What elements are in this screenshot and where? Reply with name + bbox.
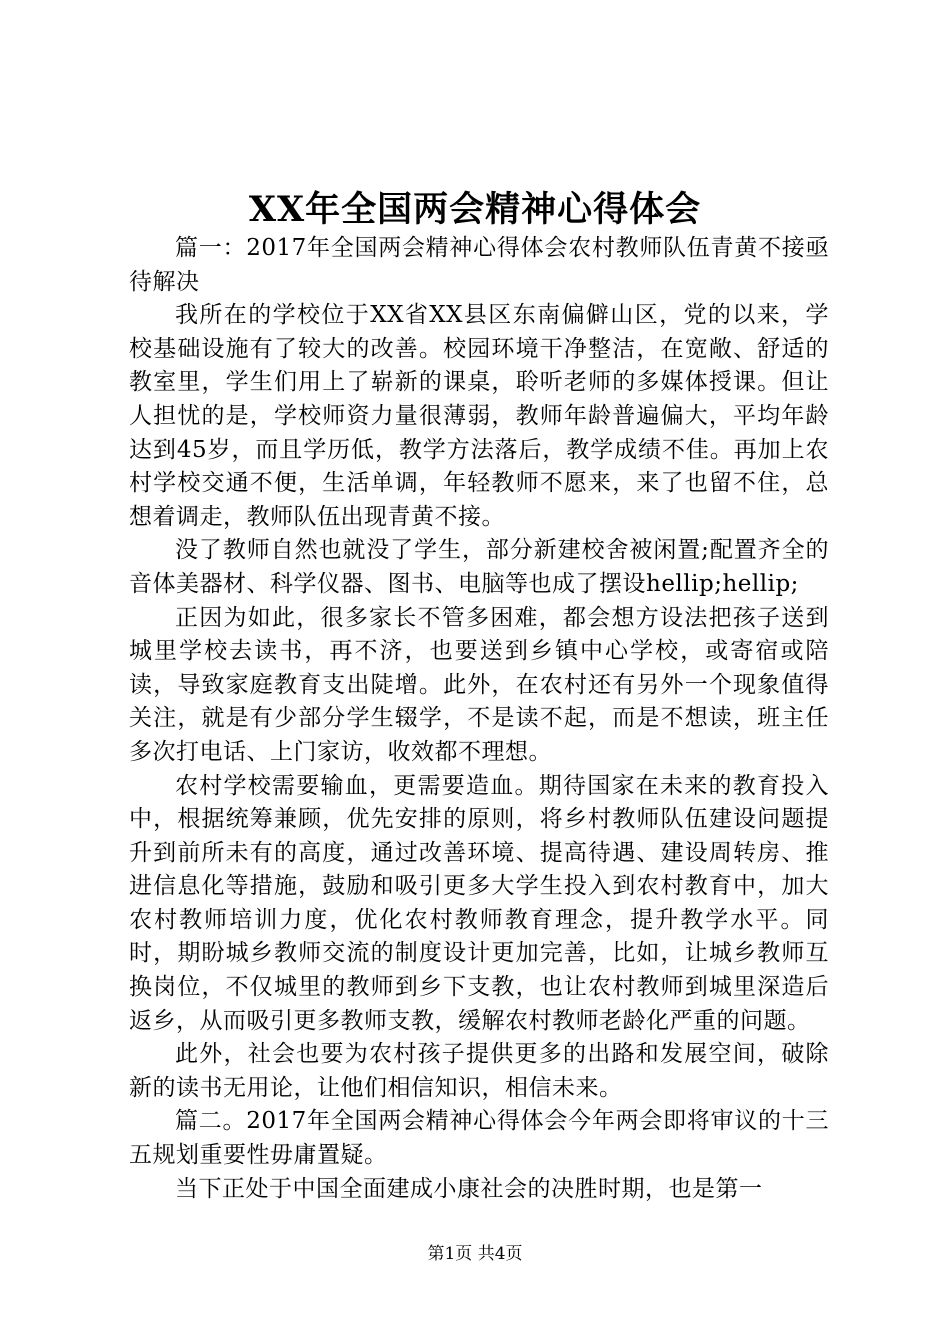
paragraph-5: 农村学校需要输血，更需要造血。期待国家在未来的教育投入中，根据统筹兼顾，优先安排的原则，将乡村教师队伍建设问题提升到前所未有的高度，通过改善环境、提高待遇、建设周转房、推进信息化等措施，鼓励和吸引更多大学生投入到农村教育中，加大农村教师培训力度，优化农村教师教育理念，提升教学水平。同时，期盼城乡教师交流的制度设计更加完善，比如，让城乡教师互换岗位，不仅城里的教师到乡下支教，也让农村教师到城里深造后返乡，从而吸引更多教师支教，缓解农村教师老龄化严重的问题。 <box>129 772 829 1034</box>
paragraph-3: 没了教师自然也就没了学生，部分新建校舍被闲置;配置齐全的音体美器材、科学仪器、图书、电脑等也成了摆设hellip;hellip; <box>129 537 829 597</box>
paragraph-1: 篇一：2017年全国两会精神心得体会农村教师队伍青黄不接亟待解决 <box>129 235 829 295</box>
page-number-footer: 第1页 共4页 <box>427 1244 523 1264</box>
paragraph-8: 当下正处于中国全面建成小康社会的决胜时期，也是第一 <box>175 1175 763 1202</box>
document-body <box>129 232 829 1206</box>
document-title: XX年全国两会精神心得体会 <box>248 189 702 230</box>
paragraph-2: 我所在的学校位于XX省XX县区东南偏僻山区，党的以来，学校基础设施有了较大的改善。校园环境干净整洁，在宽敞、舒适的教室里，学生们用上了崭新的课桌，聆听老师的多媒体授课。但让人担忧的是，学校师资力量很薄弱，教师年龄普遍偏大，平均年龄达到45岁，而且学历低，教学方法落后，教学成绩不佳。再加上农村学校交通不便，生活单调，年轻教师不愿来，来了也留不住，总想着调走，教师队伍出现青黄不接。 <box>129 302 829 530</box>
paragraph-4: 正因为如此，很多家长不管多困难，都会想方设法把孩子送到城里学校去读书，再不济，也要送到乡镇中心学校，或寄宿或陪读，导致家庭教育支出陡增。此外，在农村还有另外一个现象值得关注，就是有少部分学生辍学，不是读不起，而是不想读，班主任多次打电话、上门家访，收效都不理想。 <box>129 604 829 765</box>
paragraph-6: 此外，社会也要为农村孩子提供更多的出路和发展空间，破除新的读书无用论，让他们相信知识，相信未来。 <box>129 1041 829 1101</box>
paragraph-7: 篇二。2017年全国两会精神心得体会今年两会即将审议的十三五规划重要性毋庸置疑。 <box>129 1108 829 1169</box>
